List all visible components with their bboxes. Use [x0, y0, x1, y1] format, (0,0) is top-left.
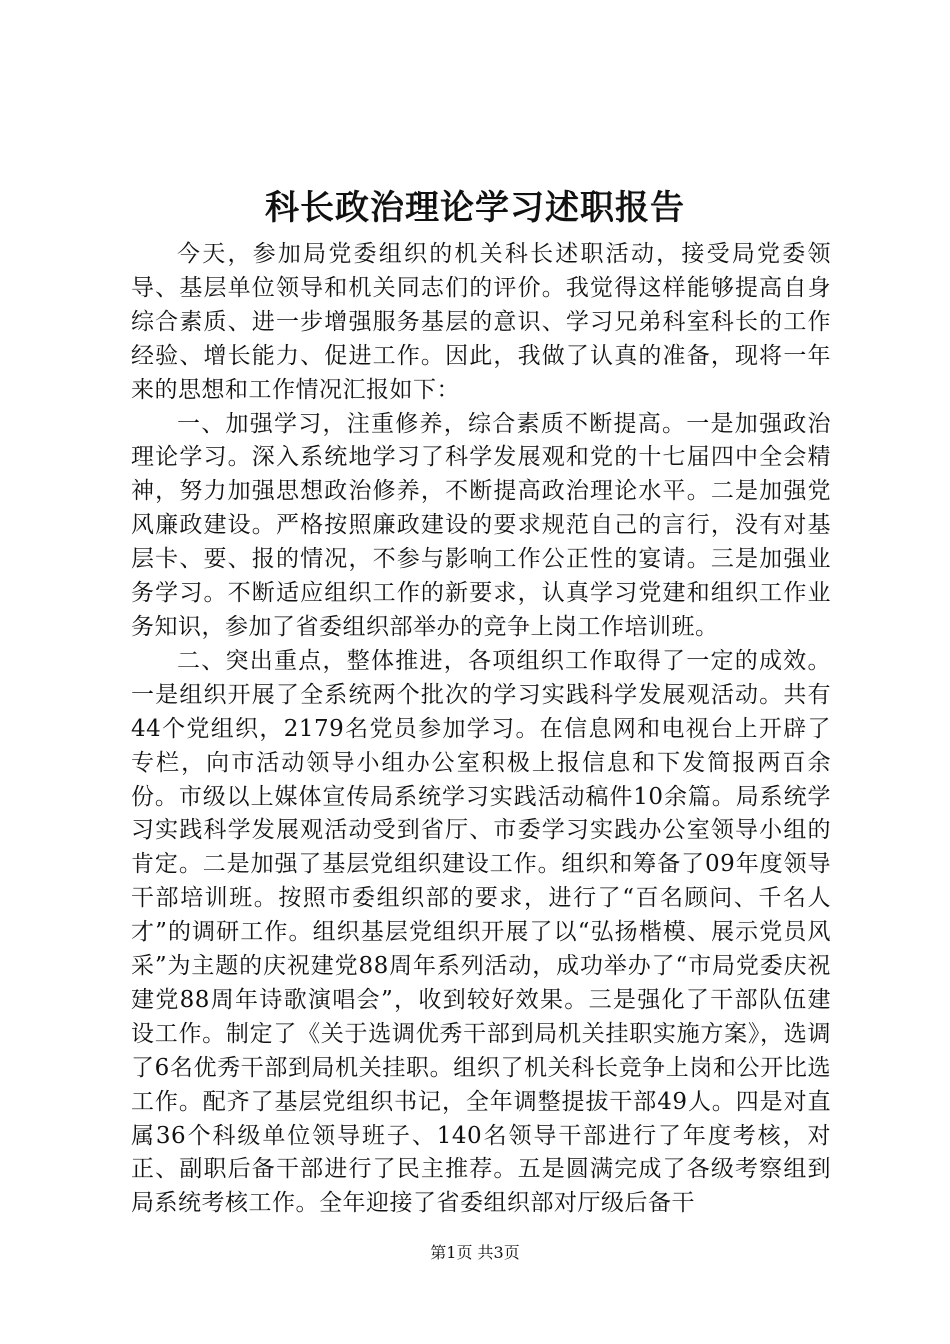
page-footer: 第1页 共3页 [430, 1243, 520, 1262]
document-title: 科长政治理论学习述职报告 [265, 188, 685, 228]
paragraph-section-two: 二、突出重点，整体推进，各项组织工作取得了一定的成效。一是组织开展了全系统两个批次的学习实践科学发展观活动。共有44个党组织，2179名党员参加学习。在信息网和电视台上开辟了专栏，向市活动领导小组办公室积极上报信息和下发简报两百余份。市级以上媒体宣传局系统学习实践活动稿件10余篇。局系统学习实践科学发展观活动受到省厅、市委学习实践办公室领导小组的肯定。二是加强了基层党组织建设工作。组织和筹备了09年度领导干部培训班。按照市委组织部的要求，进行了“百名顾问、千名人才”的调研工作。组织基层党组织开展了以“弘扬楷模、展示党员风采”为主题的庆祝建党88周年系列活动，成功举办了“市局党委庆祝建党88周年诗歌演唱会”，收到较好效果。三是强化了干部队伍建设工作。制定了《关于选调优秀干部到局机关挂职实施方案》，选调了6名优秀干部到局机关挂职。组织了机关科长竞争上岗和公开比选工作。配齐了基层党组织书记，全年调整提拔干部49人。四是对直属36个科级单位领导班子、140名领导干部进行了年度考核，对正、副职后备干部进行了民主推荐。五是圆满完成了各级考察组到局系统考核工作。全年迎接了省委组织部对厅级后备干 [131, 647, 831, 1217]
paragraph-section-one: 一、加强学习，注重修养，综合素质不断提高。一是加强政治理论学习。深入系统地学习了科学发展观和党的十七届四中全会精神，努力加强思想政治修养，不断提高政治理论水平。二是加强党风廉政建设。严格按照廉政建设的要求规范自己的言行，没有对基层卡、要、报的情况，不参与影响工作公正性的宴请。三是加强业务学习。不断适应组织工作的新要求，认真学习党建和组织工作业务知识，参加了省委组织部举办的竞争上岗工作培训班。 [131, 410, 831, 640]
document-body [131, 238, 831, 1217]
paragraph-intro: 今天，参加局党委组织的机关科长述职活动，接受局党委领导、基层单位领导和机关同志们的评价。我觉得这样能够提高自身综合素质、进一步增强服务基层的意识、学习兄弟科室科长的工作经验、增长能力、促进工作。因此，我做了认真的准备，现将一年来的思想和工作情况汇报如下： [131, 241, 831, 403]
